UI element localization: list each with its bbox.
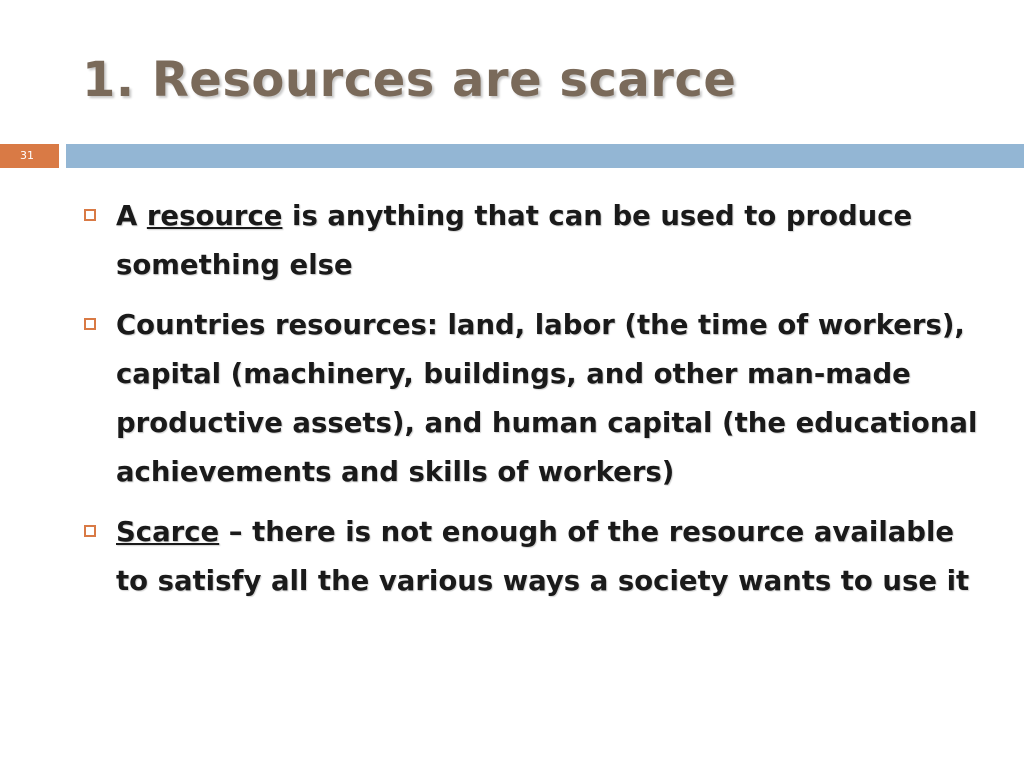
bullet-list xyxy=(84,192,984,617)
bullet-text: Countries resources: land, labor (the time of workers), capital (machinery, buildings, and other man-made productive assets), and human capital (the educational achievements and skills of workers) xyxy=(116,309,978,488)
bullet-country-resources xyxy=(84,301,984,497)
bullet-prefix: A xyxy=(116,200,147,232)
slide-title: 1. Resources are scarce xyxy=(82,52,737,108)
bullet-scarce-definition xyxy=(84,508,984,606)
term-resource: resource xyxy=(146,200,283,232)
square-bullet-icon xyxy=(84,318,96,330)
bullet-text: – there is not enough of the resource available to satisfy all the various ways a society wants to use it xyxy=(116,516,970,597)
square-bullet-icon xyxy=(84,525,96,537)
square-bullet-icon xyxy=(84,209,96,221)
bullet-resource-definition xyxy=(84,192,984,290)
bullet-text: is anything that can be used to produce something else xyxy=(116,200,913,281)
slide-number: 31 xyxy=(0,144,59,168)
accent-bar xyxy=(66,144,1024,168)
term-scarce: Scarce xyxy=(116,516,220,548)
